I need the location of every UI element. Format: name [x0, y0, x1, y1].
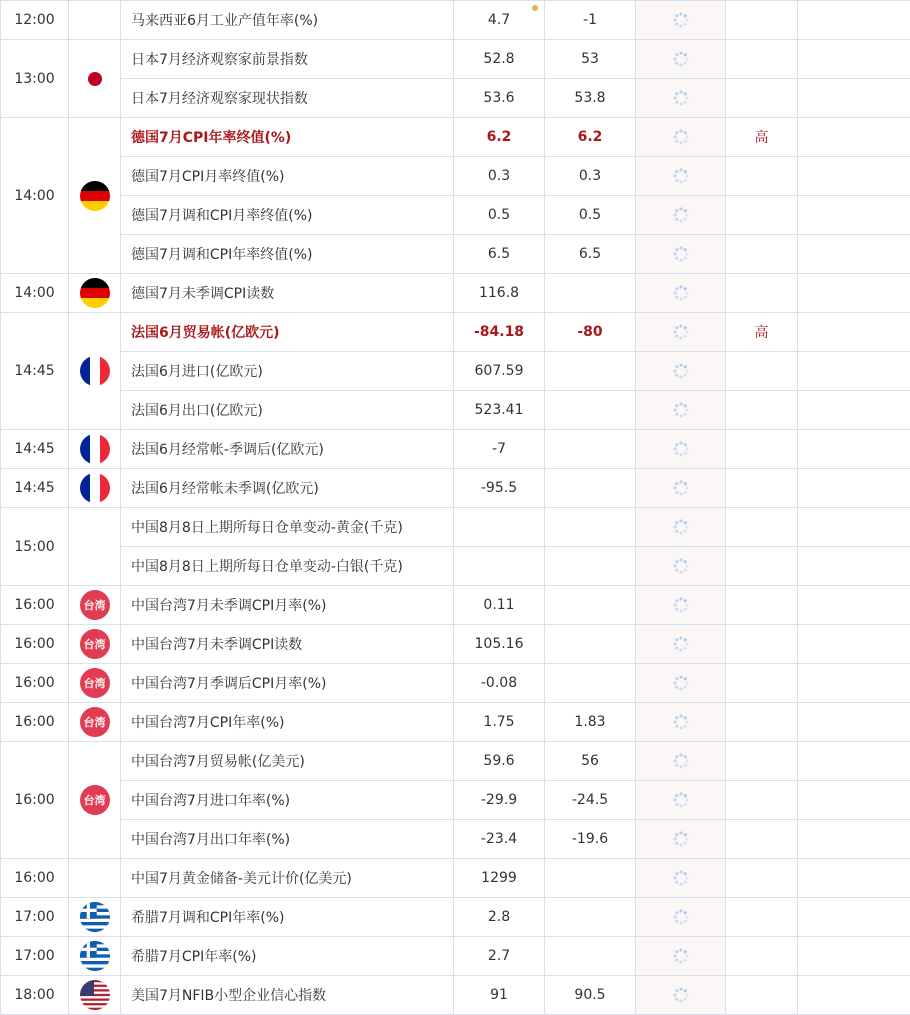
previous-value: -23.4 [454, 820, 545, 859]
extra-cell [798, 898, 910, 937]
indicator-name[interactable]: 日本7月经济观察家前景指数 [121, 40, 454, 79]
table-row[interactable] [1, 469, 910, 508]
loading-spinner-icon [671, 636, 691, 652]
extra-cell [798, 508, 910, 547]
extra-cell [798, 820, 910, 859]
table-row[interactable] [1, 937, 910, 976]
time-cell: 16:00 [1, 742, 69, 859]
indicator-name[interactable]: 中国7月黄金储备-美元计价(亿美元) [121, 859, 454, 898]
previous-value [454, 547, 545, 586]
loading-spinner-icon [671, 675, 691, 691]
indicator-name[interactable]: 法国6月经常帐未季调(亿欧元) [121, 469, 454, 508]
actual-value-loading [636, 1, 726, 40]
loading-spinner-icon [671, 948, 691, 964]
extra-cell [798, 742, 910, 781]
country-flag-cell [69, 742, 121, 859]
actual-value-loading [636, 469, 726, 508]
previous-value: 607.59 [454, 352, 545, 391]
country-flag-cell [69, 40, 121, 118]
table-row[interactable] [1, 196, 910, 235]
actual-value-loading [636, 820, 726, 859]
actual-value-loading [636, 40, 726, 79]
importance-level [726, 391, 798, 430]
indicator-name[interactable]: 法国6月进口(亿欧元) [121, 352, 454, 391]
table-row[interactable] [1, 118, 910, 157]
forecast-value [545, 547, 636, 586]
france-flag-icon [80, 356, 110, 386]
actual-value-loading [636, 586, 726, 625]
table-row[interactable] [1, 820, 910, 859]
forecast-value [545, 937, 636, 976]
previous-value: -7 [454, 430, 545, 469]
japan-flag-icon [80, 64, 110, 94]
importance-level [726, 898, 798, 937]
forecast-value [545, 430, 636, 469]
time-cell: 16:00 [1, 625, 69, 664]
country-flag-cell [69, 313, 121, 430]
forecast-value: 6.5 [545, 235, 636, 274]
indicator-name[interactable]: 法国6月经常帐-季调后(亿欧元) [121, 430, 454, 469]
indicator-name[interactable]: 德国7月CPI年率终值(%) [121, 118, 454, 157]
taiwan-badge-icon: 台湾 [80, 668, 110, 698]
forecast-value: 53 [545, 40, 636, 79]
table-row[interactable] [1, 235, 910, 274]
country-flag-cell [69, 274, 121, 313]
forecast-value [545, 625, 636, 664]
previous-value: 116.8 [454, 274, 545, 313]
table-row[interactable] [1, 430, 910, 469]
forecast-value [545, 469, 636, 508]
loading-spinner-icon [671, 207, 691, 223]
extra-cell [798, 274, 910, 313]
actual-value-loading [636, 937, 726, 976]
actual-value-loading [636, 859, 726, 898]
extra-cell [798, 937, 910, 976]
greece-flag-icon [80, 902, 110, 932]
extra-cell [798, 118, 910, 157]
loading-spinner-icon [671, 714, 691, 730]
importance-level [726, 781, 798, 820]
table-row[interactable] [1, 157, 910, 196]
importance-level [726, 1, 798, 40]
table-row[interactable] [1, 586, 910, 625]
actual-value-loading [636, 547, 726, 586]
actual-value-loading [636, 196, 726, 235]
extra-cell [798, 40, 910, 79]
time-cell: 15:00 [1, 508, 69, 586]
previous-value: 0.11 [454, 586, 545, 625]
extra-cell [798, 469, 910, 508]
importance-level [726, 235, 798, 274]
loading-spinner-icon [671, 129, 691, 145]
country-flag-cell [69, 118, 121, 274]
time-cell: 12:00 [1, 1, 69, 40]
loading-spinner-icon [671, 792, 691, 808]
country-flag-cell [69, 664, 121, 703]
indicator-name[interactable]: 德国7月调和CPI年率终值(%) [121, 235, 454, 274]
indicator-name[interactable]: 中国8月8日上期所每日仓单变动-白银(千克) [121, 547, 454, 586]
table-row[interactable] [1, 313, 910, 352]
previous-value: 1.75 [454, 703, 545, 742]
importance-level [726, 352, 798, 391]
importance-level [726, 625, 798, 664]
importance-level [726, 469, 798, 508]
table-row[interactable] [1, 40, 910, 79]
indicator-name[interactable]: 德国7月CPI月率终值(%) [121, 157, 454, 196]
country-flag-cell [69, 508, 121, 586]
forecast-value: -1 [545, 1, 636, 40]
importance-level [726, 703, 798, 742]
actual-value-loading [636, 391, 726, 430]
importance-level [726, 820, 798, 859]
importance-level [726, 274, 798, 313]
forecast-value: 0.5 [545, 196, 636, 235]
loading-spinner-icon [671, 519, 691, 535]
forecast-value [545, 898, 636, 937]
indicator-name[interactable]: 中国台湾7月CPI年率(%) [121, 703, 454, 742]
extra-cell [798, 586, 910, 625]
previous-value: 59.6 [454, 742, 545, 781]
previous-value: 1299 [454, 859, 545, 898]
importance-level [726, 586, 798, 625]
time-cell: 17:00 [1, 937, 69, 976]
loading-spinner-icon [671, 51, 691, 67]
forecast-value: 6.2 [545, 118, 636, 157]
forecast-value [545, 274, 636, 313]
time-cell: 16:00 [1, 703, 69, 742]
country-flag-cell [69, 430, 121, 469]
indicator-name[interactable]: 中国台湾7月进口年率(%) [121, 781, 454, 820]
table-row[interactable] [1, 391, 910, 430]
previous-value: 4.7 [454, 1, 545, 40]
extra-cell [798, 859, 910, 898]
loading-spinner-icon [671, 285, 691, 301]
actual-value-loading [636, 118, 726, 157]
previous-value: 0.5 [454, 196, 545, 235]
taiwan-badge-icon: 台湾 [80, 785, 110, 815]
importance-level [726, 157, 798, 196]
table-row[interactable] [1, 859, 910, 898]
country-flag-cell [69, 1, 121, 40]
loading-spinner-icon [671, 753, 691, 769]
forecast-value: -24.5 [545, 781, 636, 820]
extra-cell [798, 157, 910, 196]
country-flag-cell [69, 937, 121, 976]
time-cell: 17:00 [1, 898, 69, 937]
forecast-value [545, 586, 636, 625]
forecast-value: -80 [545, 313, 636, 352]
extra-cell [798, 235, 910, 274]
importance-level [726, 547, 798, 586]
country-flag-cell [69, 976, 121, 1015]
actual-value-loading [636, 664, 726, 703]
forecast-value: -19.6 [545, 820, 636, 859]
forecast-value: 0.3 [545, 157, 636, 196]
loading-spinner-icon [671, 402, 691, 418]
importance-level [726, 40, 798, 79]
actual-value-loading [636, 274, 726, 313]
previous-value: 2.8 [454, 898, 545, 937]
table-row[interactable] [1, 742, 910, 781]
extra-cell [798, 196, 910, 235]
loading-spinner-icon [671, 480, 691, 496]
actual-value-loading [636, 703, 726, 742]
table-row[interactable] [1, 898, 910, 937]
loading-spinner-icon [671, 558, 691, 574]
time-cell: 14:45 [1, 430, 69, 469]
loading-spinner-icon [671, 441, 691, 457]
previous-value: 105.16 [454, 625, 545, 664]
update-dot-icon [532, 5, 538, 11]
table-row[interactable] [1, 625, 910, 664]
importance-level [726, 937, 798, 976]
time-cell: 14:45 [1, 469, 69, 508]
indicator-name[interactable]: 中国台湾7月未季调CPI月率(%) [121, 586, 454, 625]
country-flag-cell [69, 898, 121, 937]
importance-level: 高 [726, 313, 798, 352]
country-flag-cell [69, 625, 121, 664]
time-cell: 13:00 [1, 40, 69, 118]
previous-value: 53.6 [454, 79, 545, 118]
previous-value: 91 [454, 976, 545, 1015]
extra-cell [798, 664, 910, 703]
indicator-name[interactable]: 美国7月NFIB小型企业信心指数 [121, 976, 454, 1015]
loading-spinner-icon [671, 909, 691, 925]
previous-value: -29.9 [454, 781, 545, 820]
germany-flag-icon [80, 278, 110, 308]
table-row[interactable] [1, 976, 910, 1015]
forecast-value: 90.5 [545, 976, 636, 1015]
actual-value-loading [636, 508, 726, 547]
extra-cell [798, 781, 910, 820]
previous-value: -0.08 [454, 664, 545, 703]
extra-cell [798, 625, 910, 664]
actual-value-loading [636, 976, 726, 1015]
forecast-value [545, 391, 636, 430]
loading-spinner-icon [671, 870, 691, 886]
loading-spinner-icon [671, 987, 691, 1003]
indicator-name[interactable]: 希腊7月调和CPI年率(%) [121, 898, 454, 937]
taiwan-badge-icon: 台湾 [80, 590, 110, 620]
actual-value-loading [636, 313, 726, 352]
importance-level [726, 196, 798, 235]
loading-spinner-icon [671, 246, 691, 262]
france-flag-icon [80, 473, 110, 503]
actual-value-loading [636, 781, 726, 820]
forecast-value [545, 664, 636, 703]
importance-level [726, 742, 798, 781]
table-row[interactable] [1, 352, 910, 391]
indicator-name[interactable]: 中国台湾7月未季调CPI读数 [121, 625, 454, 664]
indicator-name[interactable]: 法国6月贸易帐(亿欧元) [121, 313, 454, 352]
indicator-name[interactable]: 中国台湾7月出口年率(%) [121, 820, 454, 859]
indicator-name[interactable]: 马来西亚6月工业产值年率(%) [121, 1, 454, 40]
time-cell: 16:00 [1, 664, 69, 703]
country-flag-cell [69, 586, 121, 625]
indicator-name[interactable]: 德国7月调和CPI月率终值(%) [121, 196, 454, 235]
indicator-name[interactable]: 中国台湾7月季调后CPI月率(%) [121, 664, 454, 703]
germany-flag-icon [80, 181, 110, 211]
extra-cell [798, 430, 910, 469]
extra-cell [798, 1, 910, 40]
importance-level [726, 664, 798, 703]
previous-value [454, 508, 545, 547]
previous-value: -95.5 [454, 469, 545, 508]
forecast-value [545, 508, 636, 547]
country-flag-cell [69, 469, 121, 508]
indicator-name[interactable]: 德国7月未季调CPI读数 [121, 274, 454, 313]
table-row[interactable] [1, 703, 910, 742]
importance-level [726, 859, 798, 898]
country-flag-cell [69, 859, 121, 898]
table-row[interactable] [1, 79, 910, 118]
previous-value: 6.5 [454, 235, 545, 274]
indicator-name[interactable]: 中国台湾7月贸易帐(亿美元) [121, 742, 454, 781]
extra-cell [798, 703, 910, 742]
forecast-value: 56 [545, 742, 636, 781]
indicator-name[interactable]: 希腊7月CPI年率(%) [121, 937, 454, 976]
previous-value: 52.8 [454, 40, 545, 79]
time-cell: 16:00 [1, 586, 69, 625]
extra-cell [798, 391, 910, 430]
loading-spinner-icon [671, 597, 691, 613]
importance-level [726, 508, 798, 547]
loading-spinner-icon [671, 12, 691, 28]
usa-flag-icon [80, 980, 110, 1010]
forecast-value [545, 859, 636, 898]
loading-spinner-icon [671, 324, 691, 340]
actual-value-loading [636, 235, 726, 274]
greece-flag-icon [80, 941, 110, 971]
importance-level: 高 [726, 118, 798, 157]
actual-value-loading [636, 352, 726, 391]
previous-value: 2.7 [454, 937, 545, 976]
loading-spinner-icon [671, 90, 691, 106]
country-flag-cell [69, 703, 121, 742]
actual-value-loading [636, 157, 726, 196]
actual-value-loading [636, 79, 726, 118]
time-cell: 18:00 [1, 976, 69, 1015]
time-cell: 14:00 [1, 118, 69, 274]
taiwan-badge-icon: 台湾 [80, 629, 110, 659]
importance-level [726, 976, 798, 1015]
extra-cell [798, 547, 910, 586]
forecast-value [545, 352, 636, 391]
actual-value-loading [636, 742, 726, 781]
indicator-name[interactable]: 法国6月出口(亿欧元) [121, 391, 454, 430]
forecast-value: 53.8 [545, 79, 636, 118]
loading-spinner-icon [671, 831, 691, 847]
table-row[interactable] [1, 508, 910, 547]
extra-cell [798, 79, 910, 118]
table-row[interactable] [1, 781, 910, 820]
forecast-value: 1.83 [545, 703, 636, 742]
loading-spinner-icon [671, 363, 691, 379]
table-row[interactable] [1, 1, 910, 40]
loading-spinner-icon [671, 168, 691, 184]
importance-level [726, 430, 798, 469]
previous-value: 0.3 [454, 157, 545, 196]
previous-value: -84.18 [454, 313, 545, 352]
indicator-name[interactable]: 中国8月8日上期所每日仓单变动-黄金(千克) [121, 508, 454, 547]
table-row[interactable] [1, 274, 910, 313]
extra-cell [798, 352, 910, 391]
time-cell: 14:45 [1, 313, 69, 430]
taiwan-badge-icon: 台湾 [80, 707, 110, 737]
importance-level [726, 79, 798, 118]
actual-value-loading [636, 430, 726, 469]
actual-value-loading [636, 625, 726, 664]
france-flag-icon [80, 434, 110, 464]
extra-cell [798, 313, 910, 352]
table-row[interactable] [1, 547, 910, 586]
actual-value-loading [636, 898, 726, 937]
indicator-name[interactable]: 日本7月经济观察家现状指数 [121, 79, 454, 118]
time-cell: 16:00 [1, 859, 69, 898]
time-cell: 14:00 [1, 274, 69, 313]
previous-value: 6.2 [454, 118, 545, 157]
table-row[interactable] [1, 664, 910, 703]
extra-cell [798, 976, 910, 1015]
previous-value: 523.41 [454, 391, 545, 430]
